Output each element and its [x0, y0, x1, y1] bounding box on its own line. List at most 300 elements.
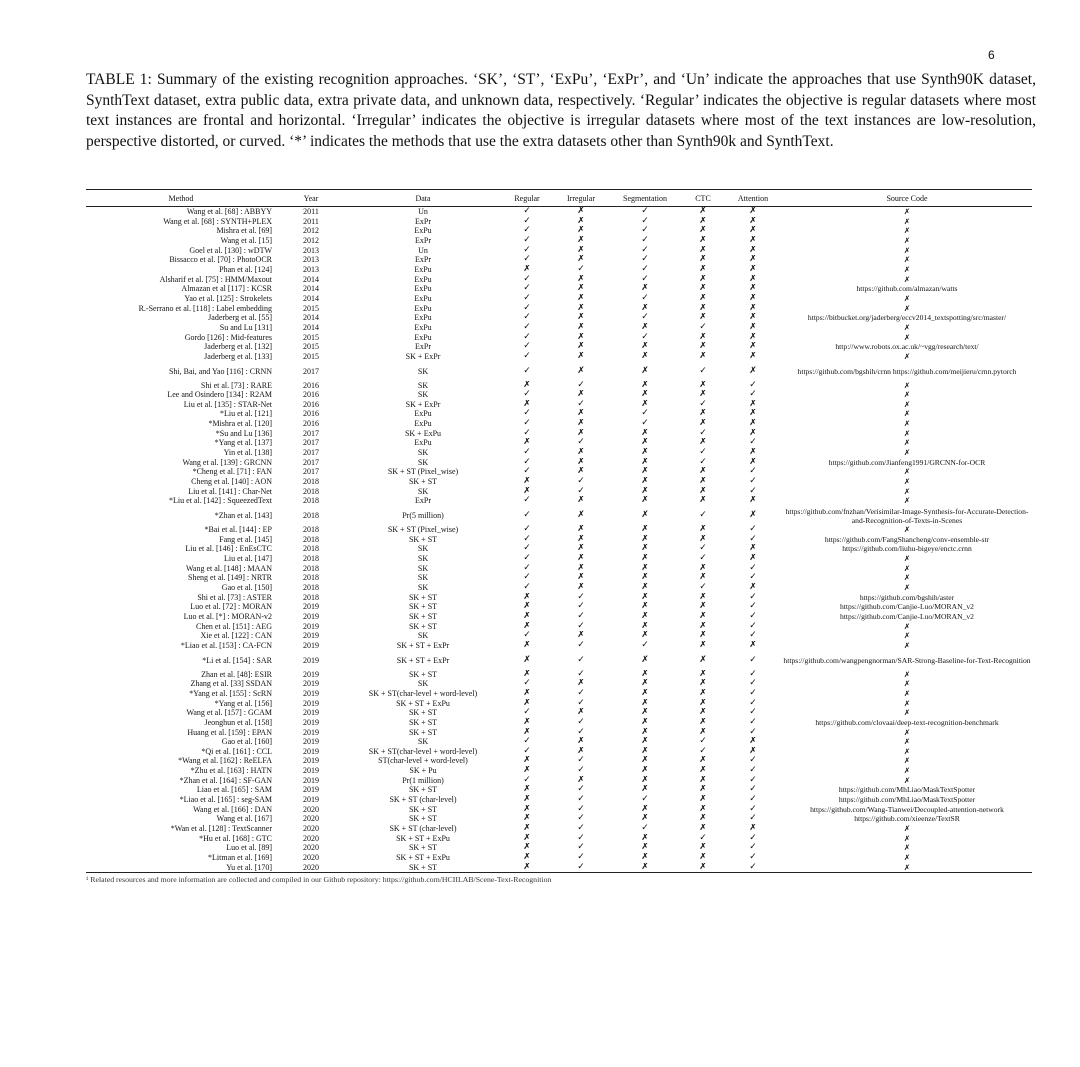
header-method: Method — [168, 193, 194, 203]
cell-segmentation: ✓ — [641, 255, 649, 265]
cell-year: 2014 — [303, 313, 319, 323]
cell-source-code[interactable]: https://github.com/clovaai/deep-text-recognition-benchmark — [815, 717, 999, 727]
cell-segmentation: ✗ — [641, 477, 649, 487]
cell-data: SK + ST + ExPr — [396, 655, 450, 665]
cell-irregular: ✓ — [577, 477, 585, 487]
cell-irregular: ✗ — [577, 226, 585, 236]
cell-attention: ✓ — [749, 708, 757, 718]
cell-attention: ✓ — [749, 698, 757, 708]
cell-attention: ✗ — [749, 313, 757, 323]
table-row — [86, 593, 1032, 603]
cell-irregular: ✗ — [577, 573, 585, 583]
cell-data: SK + ST + ExPu — [396, 833, 450, 843]
cell-year: 2011 — [303, 216, 319, 226]
cell-segmentation: ✗ — [641, 654, 649, 665]
cell-method: Wang et al. [139] : GRCNN — [182, 457, 272, 467]
cell-source-code: ✗ — [903, 274, 911, 284]
cell-ctc: ✓ — [699, 737, 707, 747]
table-bottom-rule — [86, 872, 1032, 873]
cell-regular: ✓ — [523, 534, 531, 544]
cell-segmentation: ✗ — [641, 303, 649, 313]
cell-year: 2019 — [303, 602, 319, 612]
cell-data: SK — [417, 457, 429, 467]
cell-ctc: ✗ — [699, 486, 707, 496]
cell-source-code[interactable]: https://bitbucket.org/jaderberg/eccv2014_textspotting/src/master/ — [807, 313, 1007, 323]
cell-source-code: ✗ — [903, 235, 911, 245]
cell-method: R.-Serrano et al. [118] : Label embedding — [138, 303, 272, 313]
cell-ctc: ✗ — [699, 621, 707, 631]
table-row — [86, 304, 1032, 314]
cell-year: 2018 — [303, 554, 319, 563]
cell-source-code: ✗ — [903, 737, 911, 747]
summary-table — [86, 190, 1032, 872]
cell-data: ExPu — [414, 274, 432, 284]
cell-year: 2019 — [303, 795, 319, 805]
table-row — [86, 689, 1032, 699]
cell-data: ExPr — [415, 216, 431, 226]
cell-irregular: ✓ — [577, 785, 585, 795]
cell-segmentation: ✓ — [641, 795, 649, 805]
cell-source-code: ✗ — [903, 322, 911, 332]
cell-irregular: ✓ — [577, 602, 585, 612]
cell-method: *Yang et al. [137] — [214, 438, 272, 448]
cell-year: 2015 — [303, 303, 319, 313]
table-row — [86, 236, 1032, 246]
cell-irregular: ✗ — [577, 448, 585, 458]
cell-ctc: ✗ — [699, 274, 707, 284]
cell-ctc: ✗ — [699, 640, 707, 650]
cell-irregular: ✓ — [577, 654, 585, 665]
cell-regular: ✗ — [523, 477, 531, 487]
cell-irregular: ✓ — [577, 688, 585, 698]
cell-year: 2020 — [303, 843, 319, 853]
cell-attention: ✗ — [749, 582, 757, 592]
cell-year: 2017 — [303, 438, 319, 448]
cell-ctc: ✗ — [699, 409, 707, 419]
cell-irregular: ✓ — [577, 486, 585, 496]
table-row — [86, 544, 1032, 554]
cell-year: 2019 — [303, 688, 319, 698]
cell-irregular: ✓ — [577, 766, 585, 776]
cell-year: 2020 — [303, 824, 319, 834]
cell-segmentation: ✓ — [641, 332, 649, 342]
cell-segmentation: ✗ — [641, 428, 649, 438]
cell-method: *Cheng et al. [71] : FAN — [192, 467, 272, 477]
cell-ctc: ✓ — [699, 746, 707, 756]
cell-attention: ✗ — [749, 409, 757, 419]
cell-ctc: ✓ — [699, 554, 707, 563]
cell-data: Pr(5 million) — [402, 511, 444, 521]
cell-irregular: ✓ — [577, 592, 585, 602]
cell-attention: ✓ — [749, 534, 757, 544]
cell-year: 2019 — [303, 640, 319, 650]
cell-attention: ✗ — [749, 510, 757, 521]
header-source-code: Source Code — [886, 193, 928, 203]
cell-attention: ✗ — [749, 264, 757, 274]
cell-method: Fang et al. [145] — [219, 534, 272, 544]
cell-ctc: ✗ — [699, 525, 707, 535]
table-row — [86, 824, 1032, 834]
cell-irregular: ✗ — [577, 293, 585, 303]
cell-irregular: ✓ — [577, 824, 585, 834]
cell-data: ExPu — [414, 226, 432, 236]
cell-data: SK + ST — [408, 621, 438, 631]
cell-ctc: ✗ — [699, 602, 707, 612]
cell-source-code: ✗ — [903, 409, 911, 419]
cell-source-code[interactable]: https://github.com/Canjie-Luo/MORAN_v2 — [840, 611, 974, 621]
cell-ctc: ✗ — [699, 688, 707, 698]
cell-ctc: ✗ — [699, 496, 707, 506]
cell-ctc: ✓ — [699, 322, 707, 332]
cell-year: 2018 — [303, 486, 319, 496]
cell-method: *Wang et al. [162] : ReELFA — [178, 756, 272, 766]
cell-regular: ✓ — [523, 457, 531, 467]
cell-method: Bissacco et al. [70] : PhotoOCR — [169, 255, 272, 265]
cell-segmentation: ✗ — [641, 833, 649, 843]
cell-regular: ✓ — [523, 448, 531, 458]
cell-ctc: ✗ — [699, 717, 707, 727]
table-row — [86, 785, 1032, 795]
cell-attention: ✗ — [749, 640, 757, 650]
cell-year: 2012 — [303, 235, 319, 245]
cell-year: 2018 — [303, 544, 319, 554]
cell-regular: ✓ — [523, 510, 531, 521]
cell-attention: ✓ — [749, 477, 757, 487]
cell-regular: ✓ — [523, 235, 531, 245]
cell-irregular: ✗ — [577, 457, 585, 467]
cell-attention: ✓ — [749, 833, 757, 843]
cell-source-code[interactable]: https://github.com/almazan/watts — [856, 284, 958, 294]
cell-irregular: ✗ — [577, 563, 585, 573]
cell-irregular: ✓ — [577, 399, 585, 409]
cell-segmentation: ✗ — [641, 554, 649, 563]
cell-irregular: ✗ — [577, 510, 585, 521]
cell-regular: ✗ — [523, 438, 531, 448]
cell-data: SK + ExPr — [405, 351, 441, 361]
cell-attention: ✗ — [749, 216, 757, 226]
table-row — [86, 612, 1032, 622]
cell-data: SK — [417, 573, 429, 583]
cell-source-code[interactable]: http://www.robots.ox.ac.uk/~vgg/research/text/ — [835, 342, 979, 352]
cell-source-code[interactable]: https://github.com/FangShancheng/conv-ensemble-str — [824, 534, 990, 544]
header-regular: Regular — [514, 193, 540, 203]
cell-year: 2016 — [303, 419, 319, 429]
cell-data: SK + ST (char-level) — [389, 795, 457, 805]
cell-source-code: ✗ — [903, 640, 911, 650]
cell-source-code[interactable]: https://github.com/bgshih/aster — [859, 592, 955, 602]
cell-irregular: ✓ — [577, 862, 585, 872]
cell-irregular: ✗ — [577, 274, 585, 284]
header-attention: Attention — [737, 193, 769, 203]
cell-method: Wang et al. [157] : GCAM — [186, 708, 272, 718]
cell-attention: ✗ — [749, 737, 757, 747]
table-row — [86, 419, 1032, 429]
cell-irregular: ✓ — [577, 853, 585, 863]
cell-attention: ✗ — [749, 399, 757, 409]
cell-ctc: ✗ — [699, 708, 707, 718]
cell-data: Pr(1 million) — [402, 775, 444, 785]
cell-data: ExPu — [414, 313, 432, 323]
table-caption: TABLE 1: Summary of the existing recognition approaches. ‘SK’, ‘ST’, ‘ExPu’, ‘ExPr’, and ‘Un’ indicate the approaches that use Synth90K dataset, SynthText dataset, extra public data, extra private data, and unknown data, respectively. ‘Regular’ indicates the objective is regular datasets where most text instances are frontal and horizontal. ‘Irregular’ indicates the objective is irregular datasets where most of the text instances are low-resolution, perspective distorted, or curved. ‘*’ indicates the methods that use the extra datasets other than Synth90k and SynthText. — [86, 71, 1036, 150]
page-number: 6 — [988, 48, 995, 62]
cell-data: ExPu — [414, 419, 432, 429]
cell-attention: ✗ — [749, 351, 757, 361]
cell-data: Un — [418, 245, 428, 255]
cell-method: Gao et al. [160] — [221, 737, 272, 747]
cell-regular: ✗ — [523, 611, 531, 621]
cell-method: *Mishra et al. [120] — [208, 419, 272, 429]
cell-ctc: ✗ — [699, 534, 707, 544]
cell-ctc: ✗ — [699, 438, 707, 448]
cell-ctc: ✗ — [699, 669, 707, 679]
cell-irregular: ✗ — [577, 428, 585, 438]
table-row — [86, 795, 1032, 805]
cell-source-code: ✗ — [903, 255, 911, 265]
cell-method: Sheng et al. [149] : NRTR — [188, 573, 272, 583]
table-row — [86, 506, 1032, 525]
cell-source-code: ✗ — [903, 438, 911, 448]
table-row — [86, 333, 1032, 343]
cell-regular: ✗ — [523, 669, 531, 679]
cell-regular: ✓ — [523, 737, 531, 747]
cell-source-code: ✗ — [903, 669, 911, 679]
cell-source-code[interactable]: https://github.com/xieenze/TextSR — [854, 814, 960, 824]
cell-segmentation: ✗ — [641, 322, 649, 332]
table-row — [86, 863, 1032, 873]
cell-irregular: ✓ — [577, 756, 585, 766]
cell-regular: ✗ — [523, 843, 531, 853]
cell-method: Wang et al. [148] : MAAN — [185, 563, 272, 573]
cell-ctc: ✗ — [699, 313, 707, 323]
cell-ctc: ✗ — [699, 419, 707, 429]
table-row — [86, 554, 1032, 564]
cell-segmentation: ✗ — [641, 544, 649, 554]
table-row — [86, 622, 1032, 632]
cell-year: 2019 — [303, 756, 319, 766]
cell-source-code: ✗ — [903, 853, 911, 863]
table-row — [86, 805, 1032, 815]
cell-segmentation: ✗ — [641, 785, 649, 795]
cell-regular: ✓ — [523, 342, 531, 352]
cell-irregular: ✗ — [577, 245, 585, 255]
cell-year: 2011 — [303, 207, 319, 216]
cell-data: SK + ST — [408, 804, 438, 814]
cell-irregular: ✗ — [577, 737, 585, 747]
cell-data: ExPr — [415, 235, 431, 245]
cell-irregular: ✗ — [577, 679, 585, 689]
table-row — [86, 255, 1032, 265]
cell-ctc: ✗ — [699, 477, 707, 487]
cell-regular: ✗ — [523, 862, 531, 872]
cell-segmentation: ✗ — [641, 534, 649, 544]
cell-ctc: ✗ — [699, 573, 707, 583]
cell-ctc: ✗ — [699, 679, 707, 689]
cell-method: *Li et al. [154] : SAR — [202, 655, 272, 665]
cell-irregular: ✓ — [577, 795, 585, 805]
cell-regular: ✗ — [523, 688, 531, 698]
cell-attention: ✗ — [749, 284, 757, 294]
header-data: Data — [415, 193, 431, 203]
cell-attention: ✗ — [749, 365, 757, 376]
cell-source-code[interactable]: https://github.com/fnzhan/Verisimilar-Image-Synthesis-for-Accurate-Detection-and-Recognition-of-Texts-in-Scenes — [785, 506, 1029, 525]
cell-year: 2015 — [303, 332, 319, 342]
table-row — [86, 362, 1032, 381]
cell-segmentation: ✗ — [641, 342, 649, 352]
cell-irregular: ✓ — [577, 640, 585, 650]
cell-segmentation: ✗ — [641, 438, 649, 448]
cell-irregular: ✗ — [577, 351, 585, 361]
cell-method: *Zhu et al. [163] : HATN — [190, 766, 272, 776]
cell-irregular: ✗ — [577, 303, 585, 313]
cell-source-code: ✗ — [903, 496, 911, 506]
cell-year: 2020 — [303, 833, 319, 843]
cell-source-code: ✗ — [903, 766, 911, 776]
table-row — [86, 496, 1032, 506]
cell-irregular: ✓ — [577, 804, 585, 814]
cell-method: Xie et al. [122] : CAN — [200, 631, 272, 641]
cell-ctc: ✗ — [699, 293, 707, 303]
cell-regular: ✗ — [523, 804, 531, 814]
cell-year: 2019 — [303, 775, 319, 785]
cell-data: SK + ST — [408, 717, 438, 727]
cell-year: 2019 — [303, 621, 319, 631]
cell-data: SK — [417, 554, 429, 563]
cell-regular: ✓ — [523, 525, 531, 535]
cell-segmentation: ✗ — [641, 688, 649, 698]
cell-source-code[interactable]: https://github.com/Jianfeng1991/GRCNN-for-OCR — [828, 457, 986, 467]
cell-source-code[interactable]: https://github.com/bgshih/crnn https://github.com/meijieru/crnn.pytorch — [797, 366, 1017, 376]
table-row — [86, 535, 1032, 545]
cell-segmentation: ✗ — [641, 843, 649, 853]
cell-method: *Su and Lu [136] — [215, 428, 272, 438]
cell-regular: ✓ — [523, 631, 531, 641]
table-row — [86, 679, 1032, 689]
cell-year: 2016 — [303, 399, 319, 409]
cell-source-code: ✗ — [903, 525, 911, 535]
cell-attention: ✓ — [749, 775, 757, 785]
table-row — [86, 564, 1032, 574]
cell-method: *Liu et al. [142] : SqueezedText — [169, 496, 272, 506]
cell-data: SK — [417, 563, 429, 573]
cell-segmentation: ✗ — [641, 708, 649, 718]
cell-segmentation: ✓ — [641, 640, 649, 650]
cell-segmentation: ✓ — [641, 409, 649, 419]
cell-year: 2019 — [303, 679, 319, 689]
table-row — [86, 217, 1032, 227]
cell-irregular: ✗ — [577, 544, 585, 554]
cell-source-code[interactable]: https://github.com/wangpengnorman/SAR-Strong-Baseline-for-Text-Recognition — [783, 655, 1031, 665]
cell-year: 2018 — [303, 525, 319, 535]
cell-source-code: ✗ — [903, 399, 911, 409]
cell-year: 2018 — [303, 496, 319, 506]
cell-ctc: ✗ — [699, 785, 707, 795]
cell-data: SK — [417, 582, 429, 592]
cell-source-code: ✗ — [903, 428, 911, 438]
cell-data: SK + ST — [408, 708, 438, 718]
cell-year: 2019 — [303, 669, 319, 679]
cell-regular: ✓ — [523, 496, 531, 506]
cell-segmentation: ✗ — [641, 804, 649, 814]
cell-year: 2015 — [303, 351, 319, 361]
cell-ctc: ✗ — [699, 756, 707, 766]
cell-ctc: ✗ — [699, 467, 707, 477]
cell-data: ExPu — [414, 332, 432, 342]
cell-regular: ✓ — [523, 409, 531, 419]
cell-year: 2013 — [303, 264, 319, 274]
cell-regular: ✗ — [523, 756, 531, 766]
cell-segmentation: ✗ — [641, 679, 649, 689]
cell-year: 2013 — [303, 255, 319, 265]
table-row — [86, 737, 1032, 747]
cell-ctc: ✗ — [699, 795, 707, 805]
cell-source-code[interactable]: https://github.com/Canjie-Luo/MORAN_v2 — [840, 602, 974, 612]
cell-ctc: ✓ — [699, 365, 707, 376]
table-row — [86, 814, 1032, 824]
cell-data: SK + ST — [408, 727, 438, 737]
cell-regular: ✗ — [523, 640, 531, 650]
header-irregular: Irregular — [567, 193, 595, 203]
table-header-row — [86, 190, 1032, 206]
cell-attention: ✗ — [749, 824, 757, 834]
cell-ctc: ✗ — [699, 332, 707, 342]
cell-data: SK — [417, 631, 429, 641]
cell-irregular: ✗ — [577, 534, 585, 544]
cell-source-code: ✗ — [903, 390, 911, 400]
cell-year: 2020 — [303, 804, 319, 814]
cell-method: Almazan et al [117] : KCSR — [181, 284, 272, 294]
table-row — [86, 409, 1032, 419]
cell-method: *Yang et al. [155] : ScRN — [189, 688, 272, 698]
cell-year: 2017 — [303, 428, 319, 438]
cell-source-code[interactable]: https://github.com/liuhu-bigeye/enctc.crnn — [842, 544, 972, 554]
footnote: ¹ Related resources and more information are collected and compiled in our Github repository: https://github.com/HCIILAB/Scene-Text-Recognition — [86, 875, 552, 885]
table-row — [86, 641, 1032, 651]
cell-source-code[interactable]: https://github.com/MhLiao/MaskTextSpotter — [838, 795, 976, 805]
cell-irregular: ✗ — [577, 216, 585, 226]
cell-ctc: ✗ — [699, 853, 707, 863]
cell-ctc: ✗ — [699, 235, 707, 245]
table-row — [86, 776, 1032, 786]
cell-ctc: ✗ — [699, 843, 707, 853]
cell-source-code[interactable]: https://github.com/Wang-Tianwei/Decoupled-attention-network — [810, 804, 1004, 814]
cell-attention: ✓ — [749, 602, 757, 612]
cell-source-code: ✗ — [903, 448, 911, 458]
cell-data: SK + ST + ExPr — [396, 640, 450, 650]
cell-irregular: ✗ — [577, 284, 585, 294]
cell-method: Shi et al. [73] : RARE — [200, 380, 272, 390]
cell-year: 2019 — [303, 737, 319, 747]
cell-method: Liu et al. [141] : Char-Net — [188, 486, 272, 496]
cell-method: *Yang et al. [156] — [214, 698, 272, 708]
cell-ctc: ✗ — [699, 698, 707, 708]
cell-year: 2019 — [303, 727, 319, 737]
cell-irregular: ✗ — [577, 525, 585, 535]
cell-ctc: ✗ — [699, 342, 707, 352]
cell-source-code[interactable]: https://github.com/MhLiao/MaskTextSpotter — [838, 785, 976, 795]
cell-segmentation: ✗ — [641, 698, 649, 708]
cell-source-code: ✗ — [903, 226, 911, 236]
cell-ctc: ✗ — [699, 284, 707, 294]
cell-data: SK — [417, 390, 429, 400]
cell-irregular: ✗ — [577, 419, 585, 429]
cell-irregular: ✓ — [577, 814, 585, 824]
cell-year: 2019 — [303, 611, 319, 621]
cell-data: SK + ST — [408, 611, 438, 621]
cell-source-code: ✗ — [903, 679, 911, 689]
cell-ctc: ✗ — [699, 592, 707, 602]
cell-year: 2019 — [303, 708, 319, 718]
cell-attention: ✓ — [749, 688, 757, 698]
